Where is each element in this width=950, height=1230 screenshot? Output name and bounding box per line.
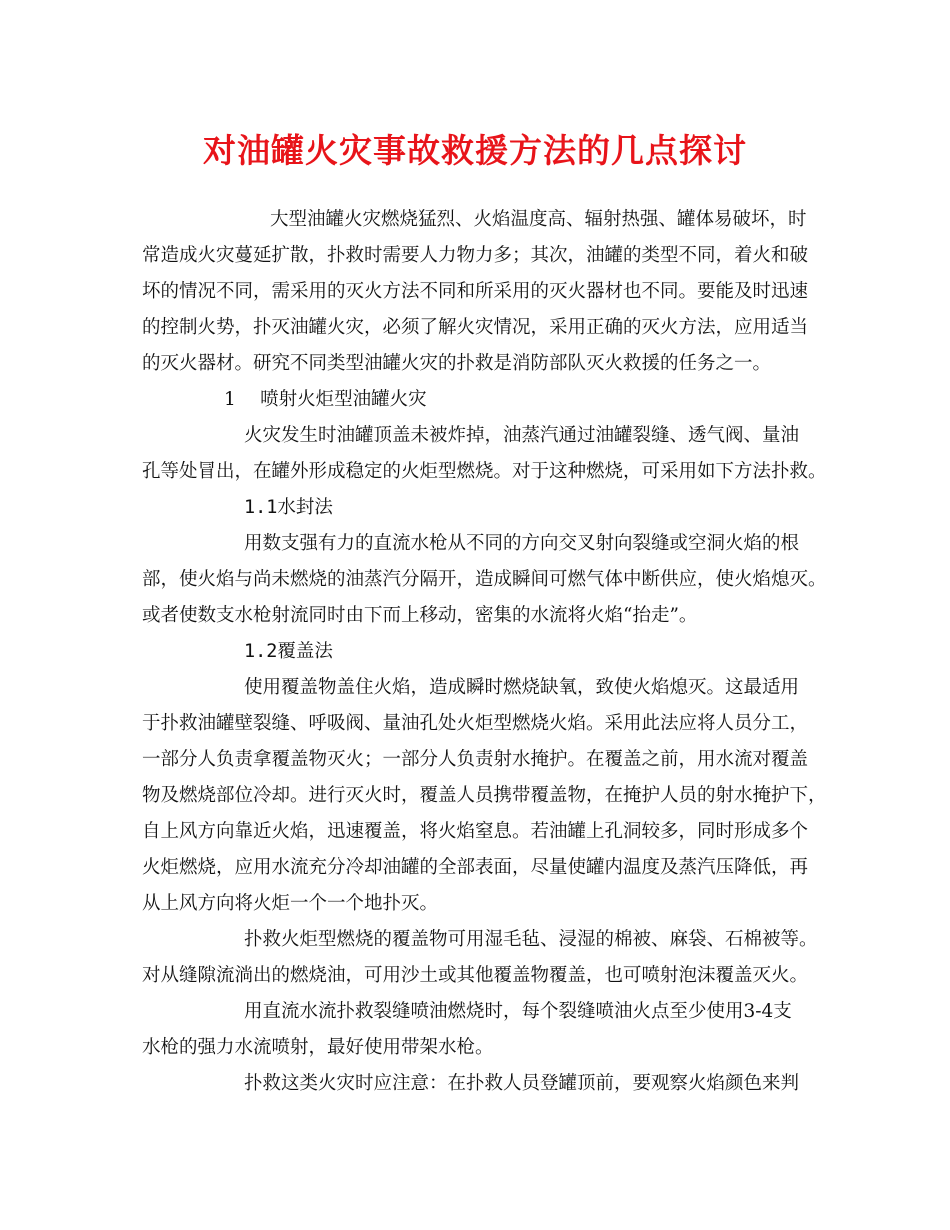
paragraph-line: 部，使火焰与尚未燃烧的油蒸汽分隔开，造成瞬间可燃气体中断供应，使火焰熄灭。 [142,569,827,590]
paragraph-line: 一部分人负责拿覆盖物灭火；一部分人负责射水掩护。在覆盖之前，用水流对覆盖 [142,749,809,770]
paragraph-line: 的控制火势，扑灭油罐火灾，必须了解火灾情况，采用正确的灭火方法，应用适当 [142,317,809,338]
paragraph-line: 水枪的强力水流喷射，最好使用带架水枪。 [142,1037,494,1058]
paragraph-line: 对从缝隙流淌出的燃烧油，可用沙土或其他覆盖物覆盖，也可喷射泡沫覆盖灭火。 [142,965,809,986]
paragraph-line: 用直流水流扑救裂缝喷油燃烧时，每个裂缝喷油火点至少使用3-4支 [244,1001,792,1022]
paragraph-line: 常造成火灾蔓延扩散，扑救时需要人力物力多；其次，油罐的类型不同，着火和破 [142,245,809,266]
paragraph-line: 坏的情况不同，需采用的灭火方法不同和所采用的灭火器材也不同。要能及时迅速 [142,281,809,302]
paragraph-line: 孔等处冒出，在罐外形成稳定的火炬型燃烧。对于这种燃烧，可采用如下方法扑救。 [142,461,827,482]
section-heading: 1 喷射火炬型油罐火灾 [224,389,427,410]
paragraph-line: 于扑救油罐壁裂缝、呼吸阀、量油孔处火炬型燃烧火焰。采用此法应将人员分工， [142,713,809,734]
document-title: 对油罐火灾事故救援方法的几点探讨 [203,131,747,170]
paragraph-line: 自上风方向靠近火焰，迅速覆盖，将火焰窒息。若油罐上孔洞较多，同时形成多个 [142,821,809,842]
paragraph-line: 火炬燃烧，应用水流充分冷却油罐的全部表面，尽量使罐内温度及蒸汽压降低，再 [142,857,809,878]
paragraph-line: 扑救火炬型燃烧的覆盖物可用湿毛毡、浸湿的棉被、麻袋、石棉被等。 [244,929,818,950]
paragraph-line: 物及燃烧部位冷却。进行灭火时，覆盖人员携带覆盖物，在掩护人员的射水掩护下， [142,785,827,806]
subsection-heading: 1.1水封法 [244,497,333,518]
paragraph-line: 扑救这类火灾时应注意：在扑救人员登罐顶前，要观察火焰颜色来判 [244,1073,800,1094]
subsection-heading: 1.2覆盖法 [244,641,333,662]
paragraph-line: 从上风方向将火炬一个一个地扑灭。 [142,893,439,914]
paragraph-line: 火灾发生时油罐顶盖未被炸掉，油蒸汽通过油罐裂缝、透气阀、量油 [244,425,800,446]
paragraph-line: 使用覆盖物盖住火焰，造成瞬时燃烧缺氧，致使火焰熄灭。这最适用 [244,677,800,698]
paragraph-line: 大型油罐火灾燃烧猛烈、火焰温度高、辐射热强、罐体易破坏，时 [270,209,807,230]
paragraph-line: 或者使数支水枪射流同时由下而上移动，密集的水流将火焰“抬走”。 [142,605,698,626]
paragraph-line: 用数支强有力的直流水枪从不同的方向交叉射向裂缝或空洞火焰的根 [244,533,800,554]
paragraph-line: 的灭火器材。研究不同类型油罐火灾的扑救是消防部队灭火救援的任务之一。 [142,353,772,374]
